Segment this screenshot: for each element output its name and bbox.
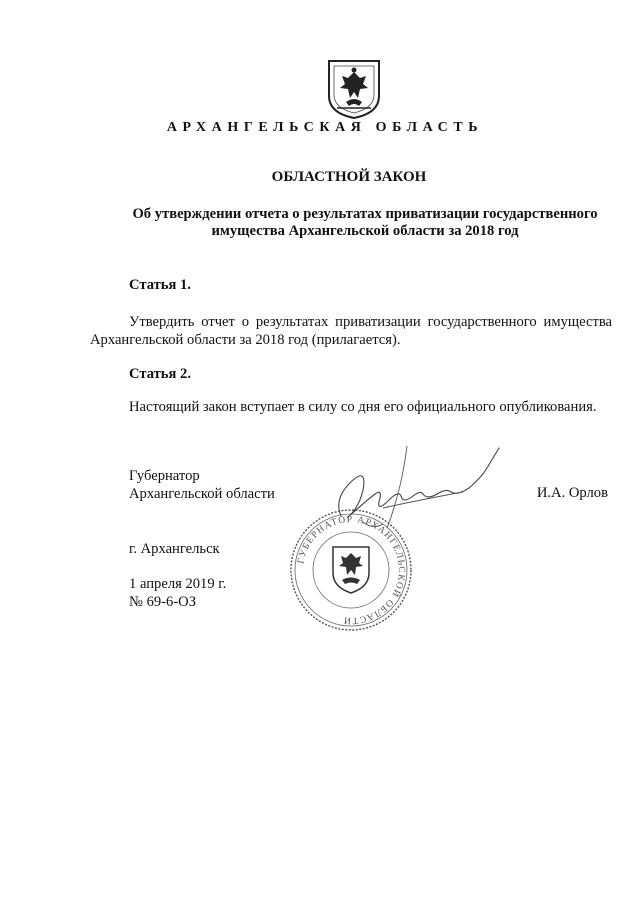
seal-text: ГУБЕРНАТОР АРХАНГЕЛЬСКОЙ ОБЛАСТИ <box>296 514 407 626</box>
article-2-heading: Статья 2. <box>129 366 191 382</box>
law-title-line-1: Об утверждении отчета о результатах приватизации государственного <box>132 206 598 222</box>
handwritten-signature <box>323 438 505 556</box>
article-2-text: Настоящий закон вступает в силу со дня его официального опубликования. <box>129 399 597 415</box>
law-title <box>90 206 610 240</box>
signatory-position-line-2: Архангельской области <box>129 486 275 502</box>
law-date: 1 апреля 2019 г. <box>129 576 227 592</box>
law-type-heading: ОБЛАСТНОЙ ЗАКОН <box>271 169 427 185</box>
law-title-line-2: имущества Архангельской области за 2018 год <box>211 223 519 239</box>
coat-of-arms-emblem <box>326 58 382 120</box>
signatory-name: И.А. Орлов <box>536 485 608 501</box>
article-1-heading: Статья 1. <box>129 277 191 293</box>
region-heading: АРХАНГЕЛЬСКАЯ ОБЛАСТЬ <box>166 120 484 135</box>
city: г. Архангельск <box>129 541 220 557</box>
article-1-text: Утвердить отчет о результатах приватизации государственного имущества Архангельской области за 2018 год (прилагается). <box>90 314 612 348</box>
law-number: № 69-6-ОЗ <box>129 594 197 610</box>
signatory-position-line-1: Губернатор <box>129 468 200 484</box>
